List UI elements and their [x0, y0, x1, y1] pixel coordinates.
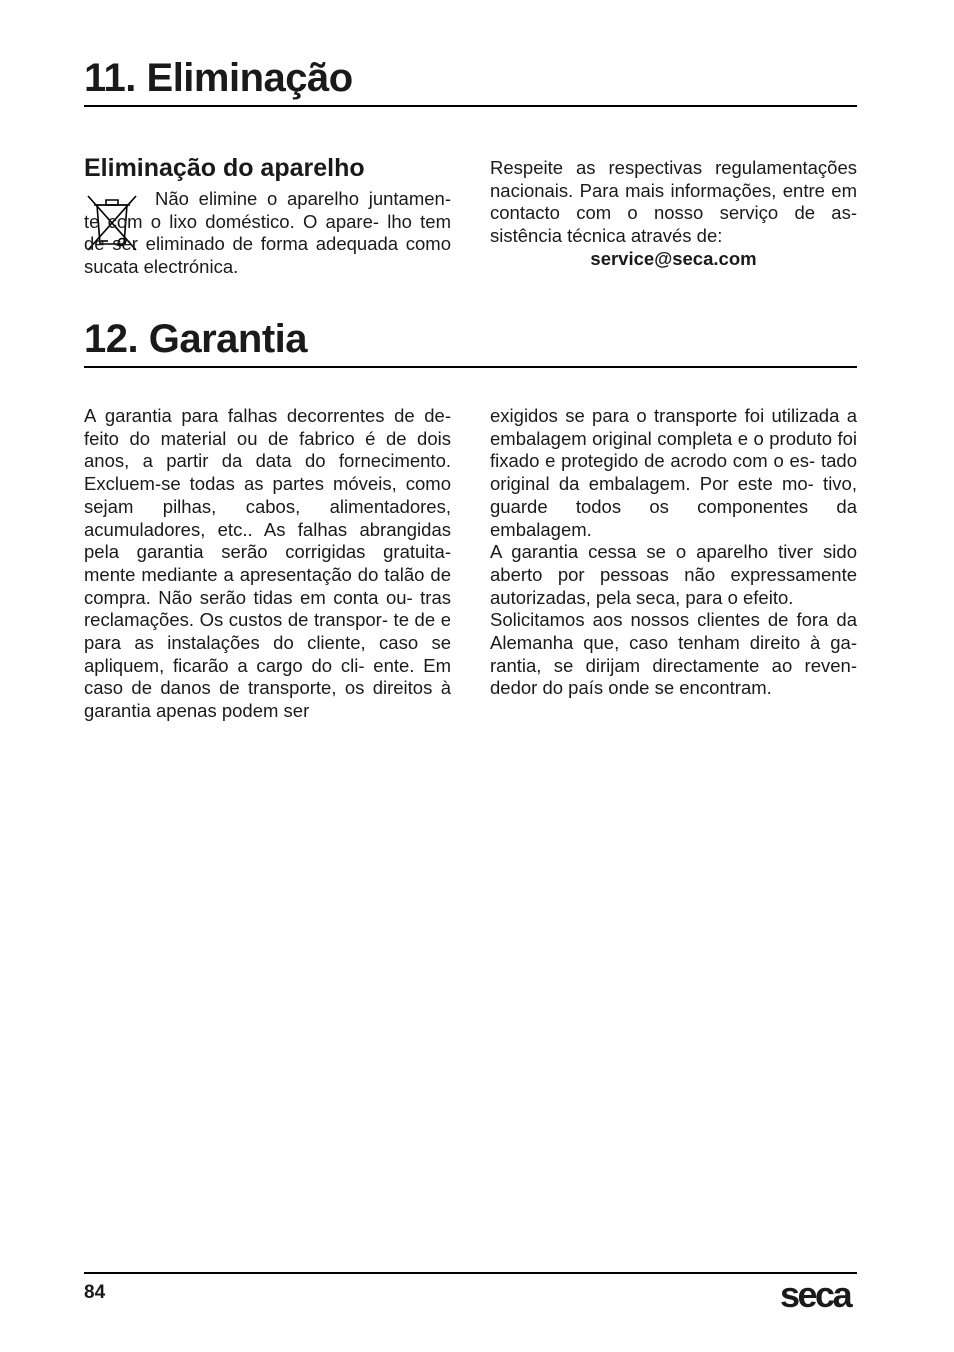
warranty-paragraph: Solicitamos aos nossos clientes de fora da Alemanha que, caso tenham direito à ga- rantia, se dirijam directamente ao reven- dedor do país onde se encontram. [490, 609, 857, 699]
title-rule [84, 105, 857, 107]
warranty-paragraph: A garantia cessa se o aparelho tiver sido aberto por pessoas não expressamente autorizadas, pela seca, para o efeito. [490, 541, 857, 608]
subsection-title-disposal: Eliminação do aparelho [84, 154, 365, 182]
title-rule [84, 366, 857, 368]
disposal-text-right [490, 157, 857, 271]
warranty-paragraph: A garantia para falhas decorrentes de de- feito do material ou de fabrico é de dois anos, a partir da data do fornecimento. Excluem-se todas as partes móveis, como sejam pilhas, cabos, alimentadores, acumuladores, etc.. As falhas abrangidas pela garantia serão corrigidas gratuita- mente mediante a apresentação do talão de compra. Não serão tidas em conta ou- tras reclamações. Os custos de transpor- te de e para as instalações do cliente, caso se apliquem, ficarão a cargo do cli- ente. Em caso de danos de transporte, os direitos à garantia apenas podem ser [84, 405, 451, 722]
footer-rule [84, 1272, 857, 1274]
section-title-elimination: 11. Eliminação [84, 56, 353, 100]
seca-logo: seca [780, 1274, 851, 1315]
service-email-link[interactable]: service@seca.com [590, 247, 757, 269]
warranty-text-left [84, 405, 451, 723]
warranty-text-right [490, 405, 857, 700]
page-number: 84 [84, 1282, 106, 1303]
disposal-text-left [84, 188, 451, 279]
disposal-paragraph: Não elimine o aparelho juntamen- te com o lixo doméstico. O apare- lho tem de ser eliminado de forma adequada como sucata electrónica. [84, 188, 451, 278]
disposal-contact-paragraph: Respeite as respectivas regulamentações nacionais. Para mais informações, entre em contacto com o nosso serviço de as- sistência técnica através de: [490, 157, 857, 247]
section-title-warranty: 12. Garantia [84, 317, 308, 361]
warranty-paragraph: exigidos se para o transporte foi utilizada a embalagem original completa e o produto foi fixado e protegido de acrodo com o es- tado original da embalagem. Por este mo- tivo, guarde todos os componentes da embalagem. [490, 405, 857, 540]
